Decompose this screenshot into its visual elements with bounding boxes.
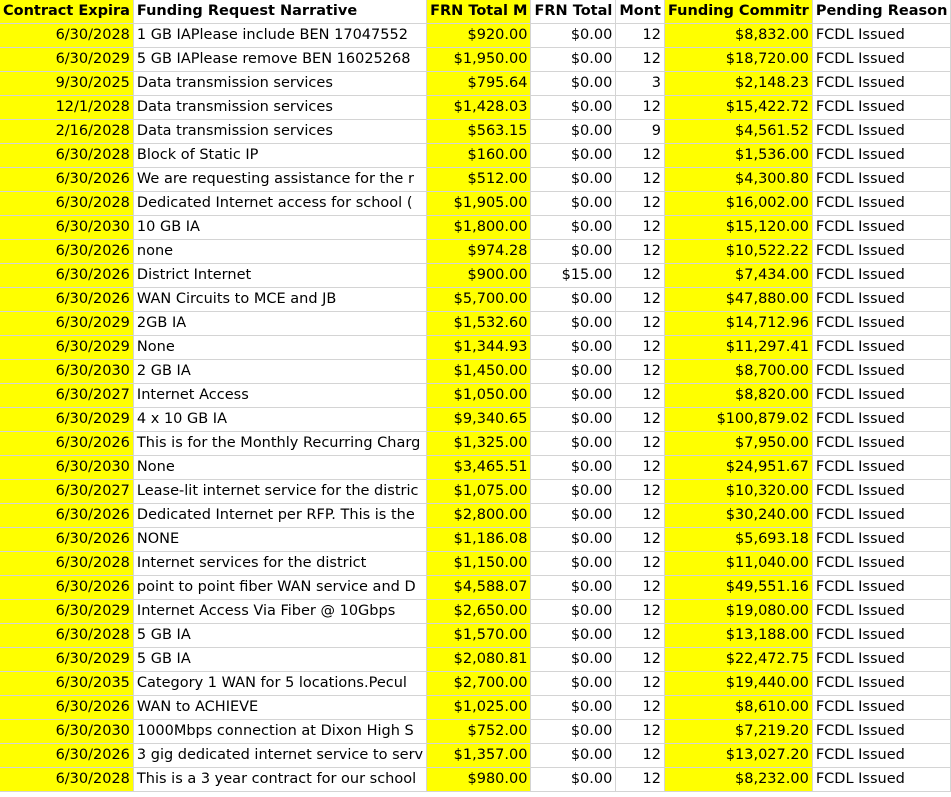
header-funding-commitment[interactable]: Funding Commitr	[665, 0, 813, 24]
cell-frn-total[interactable]: $0.00	[531, 480, 616, 504]
cell-frn-total[interactable]: $0.00	[531, 768, 616, 792]
cell-funding-request-narrative[interactable]: none	[133, 240, 426, 264]
cell-pending-reason[interactable]: FCDL Issued	[812, 552, 951, 576]
cell-frn-total-monthly[interactable]: $1,186.08	[427, 528, 531, 552]
cell-contract-expiration[interactable]: 12/1/2028	[0, 96, 133, 120]
cell-months[interactable]: 12	[616, 504, 665, 528]
cell-funding-commitment[interactable]: $8,700.00	[665, 360, 813, 384]
header-contract-expiration[interactable]: Contract Expira	[0, 0, 133, 24]
cell-funding-request-narrative[interactable]: 10 GB IA	[133, 216, 426, 240]
table-row	[0, 120, 951, 144]
cell-frn-total[interactable]: $0.00	[531, 96, 616, 120]
cell-funding-commitment[interactable]: $4,300.80	[665, 168, 813, 192]
table-row	[0, 456, 951, 480]
table-row	[0, 336, 951, 360]
cell-pending-reason[interactable]: FCDL Issued	[812, 696, 951, 720]
cell-frn-total-monthly[interactable]: $1,570.00	[427, 624, 531, 648]
cell-frn-total-monthly[interactable]: $974.28	[427, 240, 531, 264]
cell-months[interactable]: 12	[616, 144, 665, 168]
cell-funding-commitment[interactable]: $8,820.00	[665, 384, 813, 408]
cell-months[interactable]: 12	[616, 360, 665, 384]
cell-frn-total-monthly[interactable]: $9,340.65	[427, 408, 531, 432]
table-row	[0, 696, 951, 720]
cell-months[interactable]: 9	[616, 120, 665, 144]
cell-funding-commitment[interactable]: $15,120.00	[665, 216, 813, 240]
cell-contract-expiration[interactable]: 6/30/2028	[0, 144, 133, 168]
cell-funding-request-narrative[interactable]: District Internet	[133, 264, 426, 288]
cell-months[interactable]: 12	[616, 648, 665, 672]
cell-frn-total-monthly[interactable]: $2,650.00	[427, 600, 531, 624]
cell-frn-total[interactable]: $0.00	[531, 624, 616, 648]
cell-funding-commitment[interactable]: $11,040.00	[665, 552, 813, 576]
cell-contract-expiration[interactable]: 6/30/2026	[0, 528, 133, 552]
cell-months[interactable]: 12	[616, 240, 665, 264]
table-row	[0, 600, 951, 624]
cell-funding-commitment[interactable]: $8,232.00	[665, 768, 813, 792]
cell-funding-request-narrative[interactable]: None	[133, 456, 426, 480]
cell-frn-total[interactable]: $0.00	[531, 696, 616, 720]
table-row	[0, 384, 951, 408]
table-row	[0, 312, 951, 336]
cell-pending-reason[interactable]: FCDL Issued	[812, 384, 951, 408]
cell-pending-reason[interactable]: FCDL Issued	[812, 432, 951, 456]
cell-funding-request-narrative[interactable]: 1 GB IAPlease include BEN 17047552	[133, 24, 426, 48]
cell-months[interactable]: 12	[616, 480, 665, 504]
cell-pending-reason[interactable]: FCDL Issued	[812, 192, 951, 216]
cell-frn-total-monthly[interactable]: $752.00	[427, 720, 531, 744]
table-row	[0, 768, 951, 792]
cell-frn-total-monthly[interactable]: $5,700.00	[427, 288, 531, 312]
cell-frn-total-monthly[interactable]: $1,150.00	[427, 552, 531, 576]
cell-frn-total-monthly[interactable]: $1,428.03	[427, 96, 531, 120]
cell-frn-total[interactable]: $0.00	[531, 600, 616, 624]
cell-contract-expiration[interactable]: 6/30/2029	[0, 336, 133, 360]
cell-pending-reason[interactable]: FCDL Issued	[812, 720, 951, 744]
cell-frn-total-monthly[interactable]: $1,905.00	[427, 192, 531, 216]
cell-months[interactable]: 12	[616, 552, 665, 576]
header-frn-total-monthly[interactable]: FRN Total M	[427, 0, 531, 24]
cell-pending-reason[interactable]: FCDL Issued	[812, 672, 951, 696]
cell-funding-request-narrative[interactable]: Dedicated Internet per RFP. This is the	[133, 504, 426, 528]
cell-frn-total-monthly[interactable]: $1,344.93	[427, 336, 531, 360]
cell-funding-request-narrative[interactable]: 5 GB IAPlease remove BEN 16025268	[133, 48, 426, 72]
cell-contract-expiration[interactable]: 6/30/2029	[0, 312, 133, 336]
cell-funding-request-narrative[interactable]: 5 GB IA	[133, 624, 426, 648]
cell-frn-total-monthly[interactable]: $3,465.51	[427, 456, 531, 480]
cell-funding-commitment[interactable]: $100,879.02	[665, 408, 813, 432]
cell-contract-expiration[interactable]: 6/30/2026	[0, 576, 133, 600]
table-row	[0, 264, 951, 288]
cell-months[interactable]: 12	[616, 408, 665, 432]
cell-frn-total[interactable]: $0.00	[531, 648, 616, 672]
cell-frn-total-monthly[interactable]: $1,950.00	[427, 48, 531, 72]
cell-months[interactable]: 12	[616, 432, 665, 456]
cell-pending-reason[interactable]: FCDL Issued	[812, 600, 951, 624]
cell-contract-expiration[interactable]: 6/30/2026	[0, 432, 133, 456]
cell-funding-commitment[interactable]: $5,693.18	[665, 528, 813, 552]
header-months[interactable]: Mont	[616, 0, 665, 24]
cell-frn-total[interactable]: $0.00	[531, 552, 616, 576]
cell-funding-request-narrative[interactable]: WAN Circuits to MCE and JB	[133, 288, 426, 312]
cell-frn-total-monthly[interactable]: $1,800.00	[427, 216, 531, 240]
cell-frn-total[interactable]: $0.00	[531, 360, 616, 384]
cell-funding-commitment[interactable]: $18,720.00	[665, 48, 813, 72]
cell-months[interactable]: 12	[616, 744, 665, 768]
cell-frn-total[interactable]: $0.00	[531, 192, 616, 216]
cell-funding-request-narrative[interactable]: 2GB IA	[133, 312, 426, 336]
table-row	[0, 552, 951, 576]
table-row	[0, 648, 951, 672]
table-row	[0, 624, 951, 648]
cell-funding-commitment[interactable]: $8,610.00	[665, 696, 813, 720]
cell-funding-commitment[interactable]: $13,188.00	[665, 624, 813, 648]
cell-pending-reason[interactable]: FCDL Issued	[812, 240, 951, 264]
cell-funding-request-narrative[interactable]: Block of Static IP	[133, 144, 426, 168]
table-row	[0, 144, 951, 168]
cell-frn-total[interactable]: $0.00	[531, 336, 616, 360]
table-row	[0, 96, 951, 120]
cell-contract-expiration[interactable]: 6/30/2028	[0, 192, 133, 216]
cell-pending-reason[interactable]: FCDL Issued	[812, 288, 951, 312]
cell-frn-total-monthly[interactable]: $1,450.00	[427, 360, 531, 384]
cell-funding-request-narrative[interactable]: None	[133, 336, 426, 360]
cell-frn-total-monthly[interactable]: $1,075.00	[427, 480, 531, 504]
cell-contract-expiration[interactable]: 6/30/2028	[0, 624, 133, 648]
cell-frn-total[interactable]: $0.00	[531, 744, 616, 768]
table-row	[0, 672, 951, 696]
cell-pending-reason[interactable]: FCDL Issued	[812, 504, 951, 528]
cell-funding-request-narrative[interactable]: NONE	[133, 528, 426, 552]
header-row	[0, 0, 951, 24]
cell-funding-commitment[interactable]: $1,536.00	[665, 144, 813, 168]
cell-funding-request-narrative[interactable]: 5 GB IA	[133, 648, 426, 672]
cell-contract-expiration[interactable]: 6/30/2030	[0, 360, 133, 384]
cell-months[interactable]: 12	[616, 168, 665, 192]
cell-pending-reason[interactable]: FCDL Issued	[812, 216, 951, 240]
cell-frn-total-monthly[interactable]: $920.00	[427, 24, 531, 48]
cell-frn-total[interactable]: $0.00	[531, 144, 616, 168]
cell-months[interactable]: 12	[616, 720, 665, 744]
cell-pending-reason[interactable]: FCDL Issued	[812, 144, 951, 168]
cell-funding-request-narrative[interactable]: Internet Access	[133, 384, 426, 408]
cell-frn-total-monthly[interactable]: $563.15	[427, 120, 531, 144]
cell-frn-total-monthly[interactable]: $1,357.00	[427, 744, 531, 768]
cell-frn-total[interactable]: $0.00	[531, 456, 616, 480]
cell-contract-expiration[interactable]: 6/30/2029	[0, 600, 133, 624]
table-row	[0, 168, 951, 192]
cell-contract-expiration[interactable]: 6/30/2029	[0, 648, 133, 672]
cell-funding-commitment[interactable]: $49,551.16	[665, 576, 813, 600]
cell-pending-reason[interactable]: FCDL Issued	[812, 48, 951, 72]
cell-contract-expiration[interactable]: 6/30/2026	[0, 168, 133, 192]
cell-months[interactable]: 12	[616, 672, 665, 696]
cell-months[interactable]: 12	[616, 768, 665, 792]
cell-funding-request-narrative[interactable]: 2 GB IA	[133, 360, 426, 384]
cell-pending-reason[interactable]: FCDL Issued	[812, 360, 951, 384]
cell-months[interactable]: 12	[616, 216, 665, 240]
cell-frn-total-monthly[interactable]: $2,080.81	[427, 648, 531, 672]
cell-frn-total-monthly[interactable]: $2,800.00	[427, 504, 531, 528]
cell-pending-reason[interactable]: FCDL Issued	[812, 768, 951, 792]
cell-funding-request-narrative[interactable]: Category 1 WAN for 5 locations.Pecul	[133, 672, 426, 696]
cell-funding-commitment[interactable]: $7,219.20	[665, 720, 813, 744]
cell-funding-commitment[interactable]: $7,950.00	[665, 432, 813, 456]
cell-frn-total[interactable]: $0.00	[531, 288, 616, 312]
cell-pending-reason[interactable]: FCDL Issued	[812, 408, 951, 432]
cell-contract-expiration[interactable]: 2/16/2028	[0, 120, 133, 144]
cell-funding-request-narrative[interactable]: We are requesting assistance for the r	[133, 168, 426, 192]
cell-funding-commitment[interactable]: $22,472.75	[665, 648, 813, 672]
cell-contract-expiration[interactable]: 6/30/2027	[0, 384, 133, 408]
cell-funding-commitment[interactable]: $10,522.22	[665, 240, 813, 264]
cell-pending-reason[interactable]: FCDL Issued	[812, 312, 951, 336]
table-row	[0, 192, 951, 216]
cell-frn-total-monthly[interactable]: $980.00	[427, 768, 531, 792]
cell-funding-commitment[interactable]: $4,561.52	[665, 120, 813, 144]
cell-contract-expiration[interactable]: 6/30/2026	[0, 504, 133, 528]
cell-frn-total[interactable]: $0.00	[531, 576, 616, 600]
cell-contract-expiration[interactable]: 6/30/2030	[0, 216, 133, 240]
table-row	[0, 288, 951, 312]
cell-months[interactable]: 12	[616, 288, 665, 312]
cell-funding-commitment[interactable]: $13,027.20	[665, 744, 813, 768]
cell-funding-commitment[interactable]: $14,712.96	[665, 312, 813, 336]
cell-funding-commitment[interactable]: $8,832.00	[665, 24, 813, 48]
cell-pending-reason[interactable]: FCDL Issued	[812, 576, 951, 600]
cell-months[interactable]: 12	[616, 456, 665, 480]
cell-pending-reason[interactable]: FCDL Issued	[812, 624, 951, 648]
cell-frn-total-monthly[interactable]: $4,588.07	[427, 576, 531, 600]
cell-months[interactable]: 12	[616, 312, 665, 336]
table-row	[0, 360, 951, 384]
cell-months[interactable]: 12	[616, 576, 665, 600]
cell-frn-total[interactable]: $0.00	[531, 432, 616, 456]
cell-contract-expiration[interactable]: 6/30/2028	[0, 552, 133, 576]
table-row	[0, 24, 951, 48]
cell-pending-reason[interactable]: FCDL Issued	[812, 120, 951, 144]
table-row	[0, 408, 951, 432]
cell-pending-reason[interactable]: FCDL Issued	[812, 648, 951, 672]
cell-funding-commitment[interactable]: $47,880.00	[665, 288, 813, 312]
cell-funding-request-narrative[interactable]: Lease-lit internet service for the distric	[133, 480, 426, 504]
cell-frn-total[interactable]: $0.00	[531, 216, 616, 240]
cell-contract-expiration[interactable]: 6/30/2028	[0, 24, 133, 48]
cell-pending-reason[interactable]: FCDL Issued	[812, 168, 951, 192]
cell-funding-commitment[interactable]: $19,080.00	[665, 600, 813, 624]
cell-contract-expiration[interactable]: 6/30/2030	[0, 720, 133, 744]
table-body	[0, 24, 951, 792]
cell-frn-total-monthly[interactable]: $1,325.00	[427, 432, 531, 456]
cell-frn-total-monthly[interactable]: $795.64	[427, 72, 531, 96]
table-row	[0, 576, 951, 600]
cell-contract-expiration[interactable]: 6/30/2029	[0, 408, 133, 432]
cell-frn-total[interactable]: $0.00	[531, 504, 616, 528]
cell-frn-total[interactable]: $0.00	[531, 120, 616, 144]
header-frn-total[interactable]: FRN Total	[531, 0, 616, 24]
cell-frn-total[interactable]: $0.00	[531, 240, 616, 264]
cell-months[interactable]: 12	[616, 384, 665, 408]
cell-frn-total-monthly[interactable]: $1,050.00	[427, 384, 531, 408]
cell-funding-request-narrative[interactable]: 4 x 10 GB IA	[133, 408, 426, 432]
cell-pending-reason[interactable]: FCDL Issued	[812, 528, 951, 552]
table-row	[0, 216, 951, 240]
cell-contract-expiration[interactable]: 6/30/2026	[0, 264, 133, 288]
cell-contract-expiration[interactable]: 6/30/2027	[0, 480, 133, 504]
cell-pending-reason[interactable]: FCDL Issued	[812, 456, 951, 480]
table-row	[0, 720, 951, 744]
table-row	[0, 528, 951, 552]
cell-frn-total[interactable]: $0.00	[531, 384, 616, 408]
cell-months[interactable]: 3	[616, 72, 665, 96]
cell-months[interactable]: 12	[616, 96, 665, 120]
cell-funding-request-narrative[interactable]: Data transmission services	[133, 96, 426, 120]
cell-contract-expiration[interactable]: 6/30/2026	[0, 288, 133, 312]
cell-pending-reason[interactable]: FCDL Issued	[812, 480, 951, 504]
cell-frn-total[interactable]: $0.00	[531, 672, 616, 696]
cell-frn-total[interactable]: $0.00	[531, 408, 616, 432]
cell-funding-commitment[interactable]: $10,320.00	[665, 480, 813, 504]
table-row	[0, 432, 951, 456]
cell-funding-request-narrative[interactable]: WAN to ACHIEVE	[133, 696, 426, 720]
cell-contract-expiration[interactable]: 6/30/2029	[0, 48, 133, 72]
cell-pending-reason[interactable]: FCDL Issued	[812, 264, 951, 288]
table-row	[0, 48, 951, 72]
table-row	[0, 480, 951, 504]
cell-pending-reason[interactable]: FCDL Issued	[812, 744, 951, 768]
cell-months[interactable]: 12	[616, 528, 665, 552]
cell-months[interactable]: 12	[616, 624, 665, 648]
cell-contract-expiration[interactable]: 6/30/2035	[0, 672, 133, 696]
cell-contract-expiration[interactable]: 9/30/2025	[0, 72, 133, 96]
cell-contract-expiration[interactable]: 6/30/2028	[0, 768, 133, 792]
cell-frn-total[interactable]: $0.00	[531, 720, 616, 744]
cell-funding-commitment[interactable]: $7,434.00	[665, 264, 813, 288]
cell-pending-reason[interactable]: FCDL Issued	[812, 96, 951, 120]
cell-months[interactable]: 12	[616, 48, 665, 72]
cell-frn-total[interactable]: $0.00	[531, 168, 616, 192]
cell-funding-request-narrative[interactable]: 1000Mbps connection at Dixon High S	[133, 720, 426, 744]
cell-contract-expiration[interactable]: 6/30/2030	[0, 456, 133, 480]
cell-frn-total[interactable]: $15.00	[531, 264, 616, 288]
cell-funding-request-narrative[interactable]: Data transmission services	[133, 72, 426, 96]
cell-months[interactable]: 12	[616, 24, 665, 48]
cell-funding-commitment[interactable]: $24,951.67	[665, 456, 813, 480]
cell-months[interactable]: 12	[616, 696, 665, 720]
cell-funding-commitment[interactable]: $16,002.00	[665, 192, 813, 216]
cell-funding-request-narrative[interactable]: Data transmission services	[133, 120, 426, 144]
cell-frn-total[interactable]: $0.00	[531, 24, 616, 48]
cell-frn-total-monthly[interactable]: $900.00	[427, 264, 531, 288]
header-pending-reason[interactable]: Pending Reason	[812, 0, 951, 24]
cell-months[interactable]: 12	[616, 600, 665, 624]
cell-funding-commitment[interactable]: $15,422.72	[665, 96, 813, 120]
cell-funding-commitment[interactable]: $2,148.23	[665, 72, 813, 96]
cell-funding-request-narrative[interactable]: This is a 3 year contract for our school	[133, 768, 426, 792]
cell-frn-total-monthly[interactable]: $2,700.00	[427, 672, 531, 696]
cell-frn-total[interactable]: $0.00	[531, 72, 616, 96]
cell-pending-reason[interactable]: FCDL Issued	[812, 72, 951, 96]
table-row	[0, 72, 951, 96]
cell-frn-total-monthly[interactable]: $1,025.00	[427, 696, 531, 720]
cell-contract-expiration[interactable]: 6/30/2026	[0, 744, 133, 768]
cell-frn-total[interactable]: $0.00	[531, 312, 616, 336]
cell-funding-request-narrative[interactable]: 3 gig dedicated internet service to serv	[133, 744, 426, 768]
cell-funding-commitment[interactable]: $11,297.41	[665, 336, 813, 360]
cell-pending-reason[interactable]: FCDL Issued	[812, 24, 951, 48]
cell-contract-expiration[interactable]: 6/30/2026	[0, 240, 133, 264]
cell-months[interactable]: 12	[616, 336, 665, 360]
cell-frn-total-monthly[interactable]: $1,532.60	[427, 312, 531, 336]
table-row	[0, 504, 951, 528]
cell-months[interactable]: 12	[616, 192, 665, 216]
cell-funding-request-narrative[interactable]: Internet Access Via Fiber @ 10Gbps	[133, 600, 426, 624]
cell-funding-request-narrative[interactable]: Dedicated Internet access for school (	[133, 192, 426, 216]
cell-frn-total[interactable]: $0.00	[531, 48, 616, 72]
cell-frn-total-monthly[interactable]: $160.00	[427, 144, 531, 168]
cell-funding-commitment[interactable]: $19,440.00	[665, 672, 813, 696]
cell-frn-total-monthly[interactable]: $512.00	[427, 168, 531, 192]
cell-frn-total[interactable]: $0.00	[531, 528, 616, 552]
cell-funding-request-narrative[interactable]: Internet services for the district	[133, 552, 426, 576]
cell-contract-expiration[interactable]: 6/30/2026	[0, 696, 133, 720]
table-row	[0, 240, 951, 264]
cell-funding-commitment[interactable]: $30,240.00	[665, 504, 813, 528]
cell-funding-request-narrative[interactable]: point to point fiber WAN service and D	[133, 576, 426, 600]
table-row	[0, 744, 951, 768]
header-funding-request-narrative[interactable]: Funding Request Narrative	[133, 0, 426, 24]
cell-months[interactable]: 12	[616, 264, 665, 288]
cell-pending-reason[interactable]: FCDL Issued	[812, 336, 951, 360]
cell-funding-request-narrative[interactable]: This is for the Monthly Recurring Charg	[133, 432, 426, 456]
